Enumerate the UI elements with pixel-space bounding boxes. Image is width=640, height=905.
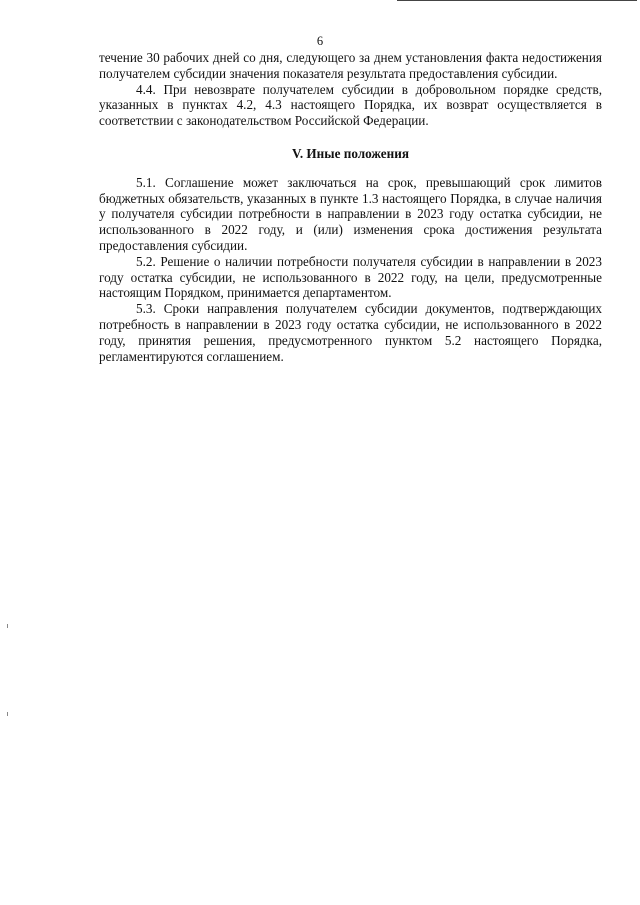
page-number: 6 xyxy=(316,34,324,48)
paragraph-5-1: 5.1. Соглашение может заключаться на срок, превышающий срок лимитов бюджетных обязательств, указанных в пункте 1.3 настоящего Порядка, в случае наличия у получателя субсидии потребности в направлении в 2023 году остатка субсидии, не использованного в 2022 году, и (или) изменения срока достижения результата предоставления субсидии. xyxy=(99,174,602,253)
section-heading: V. Иные положения xyxy=(292,145,409,161)
scan-margin-mark xyxy=(7,624,8,628)
scan-margin-mark xyxy=(7,712,8,716)
document-body xyxy=(99,50,602,364)
paragraph-continuation: течение 30 рабочих дней со дня, следующего за днем установления факта недостижения получателем субсидии значения показателя результата предоставления субсидии. xyxy=(99,50,602,81)
top-edge-line xyxy=(397,0,637,1)
paragraph-5-3: 5.3. Сроки направления получателем субсидии документов, подтверждающих потребность в направлении в 2023 году остатка субсидии, не использованного в 2022 году, принятия решения, предусмотренного пунктом 5.2 настоящего Порядка, регламентируются соглашением. xyxy=(99,301,602,364)
paragraph-4-4: 4.4. При невозврате получателем субсидии в добровольном порядке средств, указанных в пунктах 4.2, 4.3 настоящего Порядка, их возврат осуществляется в соответствии с законодательством Российской Федерации. xyxy=(99,81,602,129)
paragraph-5-2: 5.2. Решение о наличии потребности получателя субсидии в направлении в 2023 году остатка субсидии, не использованного в 2022 году, на цели, предусмотренные настоящим Порядком, принимается департаментом. xyxy=(99,253,602,301)
